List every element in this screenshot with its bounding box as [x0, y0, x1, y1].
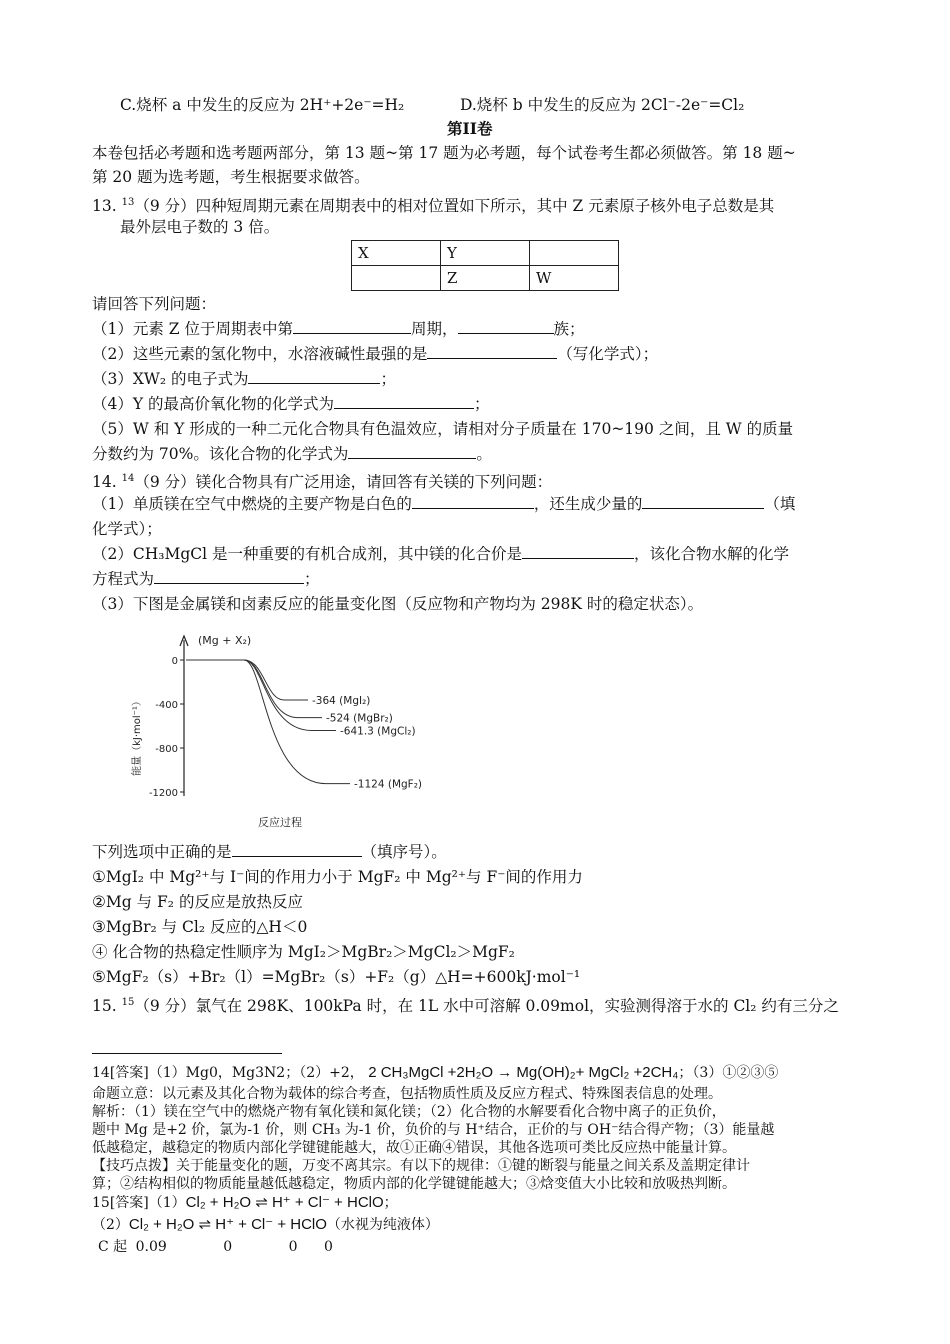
table-cell: Z — [441, 266, 530, 291]
start-label: (Mg + X₂) — [198, 634, 252, 647]
answer-blank[interactable] — [642, 494, 764, 509]
q13-text: （9 分）四种短周期元素在周期表中的相对位置如下所示，其中 Z 元素原子核外电子总数是其 — [134, 197, 775, 216]
intro-line-1: 本卷包括必考题和选考题两部分，第 13 题~第 17 题为必考题，每个试卷考生都必须做答。第 18 题~ — [92, 144, 796, 162]
footnote-text: 14[答案]（1）Mg0，Mg3N2；（2）+2， — [92, 1065, 364, 1081]
q14-footnote-ref[interactable]: 14 — [121, 473, 135, 484]
q13-part-4 — [92, 394, 490, 414]
conc-value: 0 — [324, 1239, 333, 1255]
q14-number: 14. — [92, 473, 117, 492]
q13-part-3 — [92, 369, 396, 389]
q15-footnote-ref[interactable]: 15 — [121, 997, 135, 1008]
series-curve-MgI₂ — [186, 660, 308, 700]
q15-stem — [92, 993, 839, 1016]
y-tick-label: -800 — [155, 744, 178, 755]
statement-2: ②Mg 与 F₂ 的反应是放热反应 — [92, 893, 303, 911]
answer-blank[interactable] — [412, 494, 534, 509]
answer-blank[interactable] — [154, 569, 304, 584]
answer-blank[interactable] — [458, 319, 554, 334]
q13-stem-line-1 — [92, 193, 774, 216]
q13-part-5-line-1: （5）W 和 Y 形成的一种二元化合物具有色温效应，请相对分子质量在 170~190 之间，且 W 的质量 — [92, 420, 794, 438]
table-cell: W — [530, 266, 619, 291]
q13-footnote-ref[interactable]: 13 — [121, 197, 135, 208]
q14-p2-text: （2）CH₃MgCl 是一种重要的有机合成剂，其中镁的化合价是 — [92, 545, 522, 563]
option-d: D.烧杯 b 中发生的反应为 2Cl⁻-2e⁻=Cl₂ — [460, 96, 745, 114]
hydrolysis-equation: 2 CH₃MgCl +2H₂O → Mg(OH)₂+ MgCl₂ +2CH₄ — [368, 1064, 679, 1081]
energy-diagram-chart — [128, 626, 448, 836]
series-label: -524 (MgBr₂) — [326, 712, 393, 725]
table-cell: Y — [441, 241, 530, 266]
answer-blank[interactable] — [348, 444, 476, 459]
table-row — [352, 241, 619, 266]
table-cell: X — [352, 241, 441, 266]
q13-part-5-line-2 — [92, 444, 492, 464]
q13-part-2 — [92, 344, 658, 364]
footnote-15-answer — [92, 1194, 398, 1212]
q15-number: 15. — [92, 997, 117, 1016]
q13-p5-text: 分数约为 70%。该化合物的化学式为 — [92, 445, 349, 463]
footnote-14-line: 低越稳定，越稳定的物质内部化学键键能越大，故①正确④错误，其他各选项可类比反应热中能量计算。 — [92, 1140, 736, 1156]
footnote-14-line: 算；②结构相似的物质能量越低越稳定，物质内部的化学键键能越大；③焓变值大小比较和放吸热判断。 — [92, 1176, 736, 1192]
series-label: -641.3 (MgCl₂) — [340, 725, 416, 738]
footnote-text: （2） — [92, 1217, 129, 1233]
statement-4: ④ 化合物的热稳定性顺序为 MgI₂＞MgBr₂＞MgCl₂＞MgF₂ — [92, 943, 515, 961]
q13-p2-text: （写化学式）； — [557, 345, 659, 363]
y-tick-label: -400 — [155, 700, 178, 711]
periodic-table-fragment — [351, 240, 619, 291]
q14-part-1 — [92, 494, 795, 514]
answer-blank[interactable] — [232, 842, 362, 857]
footnote-14-line: 解析：（1）镁在空气中的燃烧产物有氧化镁和氮化镁；（2）化合物的水解要看化合物中离子的正负价， — [92, 1104, 726, 1120]
q14-p2-text: 方程式为 — [92, 570, 155, 588]
chlorine-equilibrium-equation: Cl₂ + H₂O ⇌ H⁺ + Cl⁻ + HClO — [185, 1194, 384, 1211]
q14-part-2 — [92, 544, 789, 564]
y-tick-label: -1200 — [148, 788, 178, 799]
q14-p2-text: ； — [304, 570, 320, 588]
q14-p2-text: ，该化合物水解的化学 — [634, 545, 790, 563]
answer-blank[interactable] — [248, 369, 380, 384]
footnote-text: 15[答案]（1） — [92, 1195, 186, 1211]
table-row — [352, 266, 619, 291]
series-label: -364 (MgI₂) — [312, 695, 371, 708]
q13-p3-text: （3）XW₂ 的电子式为 — [92, 370, 249, 388]
footnote-15-line-2 — [92, 1216, 439, 1234]
statement-5: ⑤MgF₂（s）+Br₂（l）=MgBr₂（s）+F₂（g）△H=+600kJ·mol⁻¹ — [92, 968, 581, 986]
q14-choose-text: 下列选项中正确的是 — [92, 843, 232, 861]
q14-p1-text: （填 — [764, 495, 796, 513]
statement-3: ③MgBr₂ 与 Cl₂ 反应的△H＜0 — [92, 918, 308, 936]
table-cell — [530, 241, 619, 266]
q14-part-2-line-2 — [92, 569, 320, 589]
q13-p4-text: ； — [474, 395, 490, 413]
q13-prompt: 请回答下列问题： — [92, 295, 217, 313]
footnote-14-line: 题中 Mg 是+2 价，氯为-1 价，则 CH₃ 为-1 价，负价的与 H⁺结合，正价的与 OH⁻结合得产物；（3）能量越 — [92, 1122, 775, 1138]
series-curve-MgBr₂ — [186, 660, 322, 718]
row-label: C 起 — [98, 1239, 128, 1255]
q13-p1-text: 周期， — [411, 320, 458, 338]
answer-blank[interactable] — [522, 544, 634, 559]
footnote-text: ； — [383, 1195, 398, 1211]
answer-blank[interactable] — [293, 319, 411, 334]
conc-value: 0 — [223, 1239, 233, 1255]
q14-part-1-line-2: 化学式）； — [92, 520, 162, 538]
chlorine-equilibrium-equation: Cl₂ + H₂O ⇌ H⁺ + Cl⁻ + HClO — [128, 1216, 327, 1233]
q13-p3-text: ； — [380, 370, 396, 388]
y-axis-label: 能量（kJ·mol⁻¹） — [132, 696, 143, 776]
footnote-divider — [92, 1053, 282, 1054]
q13-number: 13. — [92, 197, 117, 216]
intro-line-2: 第 20 题为选考题，考生根据要求做答。 — [92, 168, 370, 186]
footnote-14-answer — [92, 1064, 778, 1082]
q14-p1-text: （1）单质镁在空气中燃烧的主要产物是白色的 — [92, 495, 412, 513]
option-c: C.烧杯 a 中发生的反应为 2H⁺+2e⁻=H₂ — [120, 96, 405, 114]
q15-text: （9 分）氯气在 298K、100kPa 时，在 1L 水中可溶解 0.09mol，实验测得溶于水的 Cl₂ 约有三分之 — [134, 997, 839, 1016]
q13-p1-text: （1）元素 Z 位于周期表中第 — [92, 320, 293, 338]
q13-part-1 — [92, 319, 585, 339]
q13-p5-text: 。 — [476, 445, 492, 463]
series-label: -1124 (MgF₂) — [354, 778, 423, 791]
q14-stem — [92, 469, 552, 492]
q14-text: （9 分）镁化合物具有广泛用途，请回答有关镁的下列问题： — [134, 473, 553, 492]
q14-p1-text: ，还生成少量的 — [533, 495, 643, 513]
q13-p2-text: （2）这些元素的氢化物中，水溶液碱性最强的是 — [92, 345, 428, 363]
footnote-14-line: 命题立意：以元素及其化合物为载体的综合考查，包括物质性质及反应方程式、特殊图表信息的处理。 — [92, 1086, 722, 1102]
statement-1: ①MgI₂ 中 Mg²⁺与 I⁻间的作用力小于 MgF₂ 中 Mg²⁺与 F⁻间的作用力 — [92, 868, 583, 886]
q14-choose-text: （填序号）。 — [361, 843, 447, 861]
footnote-text: ；（3）①②③⑤ — [678, 1065, 779, 1081]
footnote-text: （水视为纯液体） — [326, 1217, 439, 1233]
conc-value: 0 — [288, 1239, 298, 1255]
table-cell — [352, 266, 441, 291]
q13-p4-text: （4）Y 的最高价氧化物的化学式为 — [92, 395, 335, 413]
footnote-14-line: 【技巧点拨】关于能量变化的题，万变不离其宗。有以下的规律：①键的断裂与能量之间关系及盖期定律计 — [92, 1158, 750, 1174]
q14-choose-line — [92, 842, 447, 862]
q14-part-3: （3）下图是金属镁和卤素反应的能量变化图（反应物和产物均为 298K 时的稳定状态）。 — [92, 595, 704, 613]
y-tick-label: 0 — [171, 656, 178, 667]
x-axis-label: 反应过程 — [258, 816, 302, 829]
q13-stem-line-2: 最外层电子数的 3 倍。 — [120, 218, 280, 236]
conc-value: 0.09 — [135, 1239, 167, 1255]
answer-blank[interactable] — [427, 344, 557, 359]
q13-p1-text: 族； — [553, 320, 585, 338]
footnote-15-initial-row — [98, 1238, 333, 1256]
section-title: 第II卷 — [447, 119, 493, 138]
answer-blank[interactable] — [334, 394, 474, 409]
